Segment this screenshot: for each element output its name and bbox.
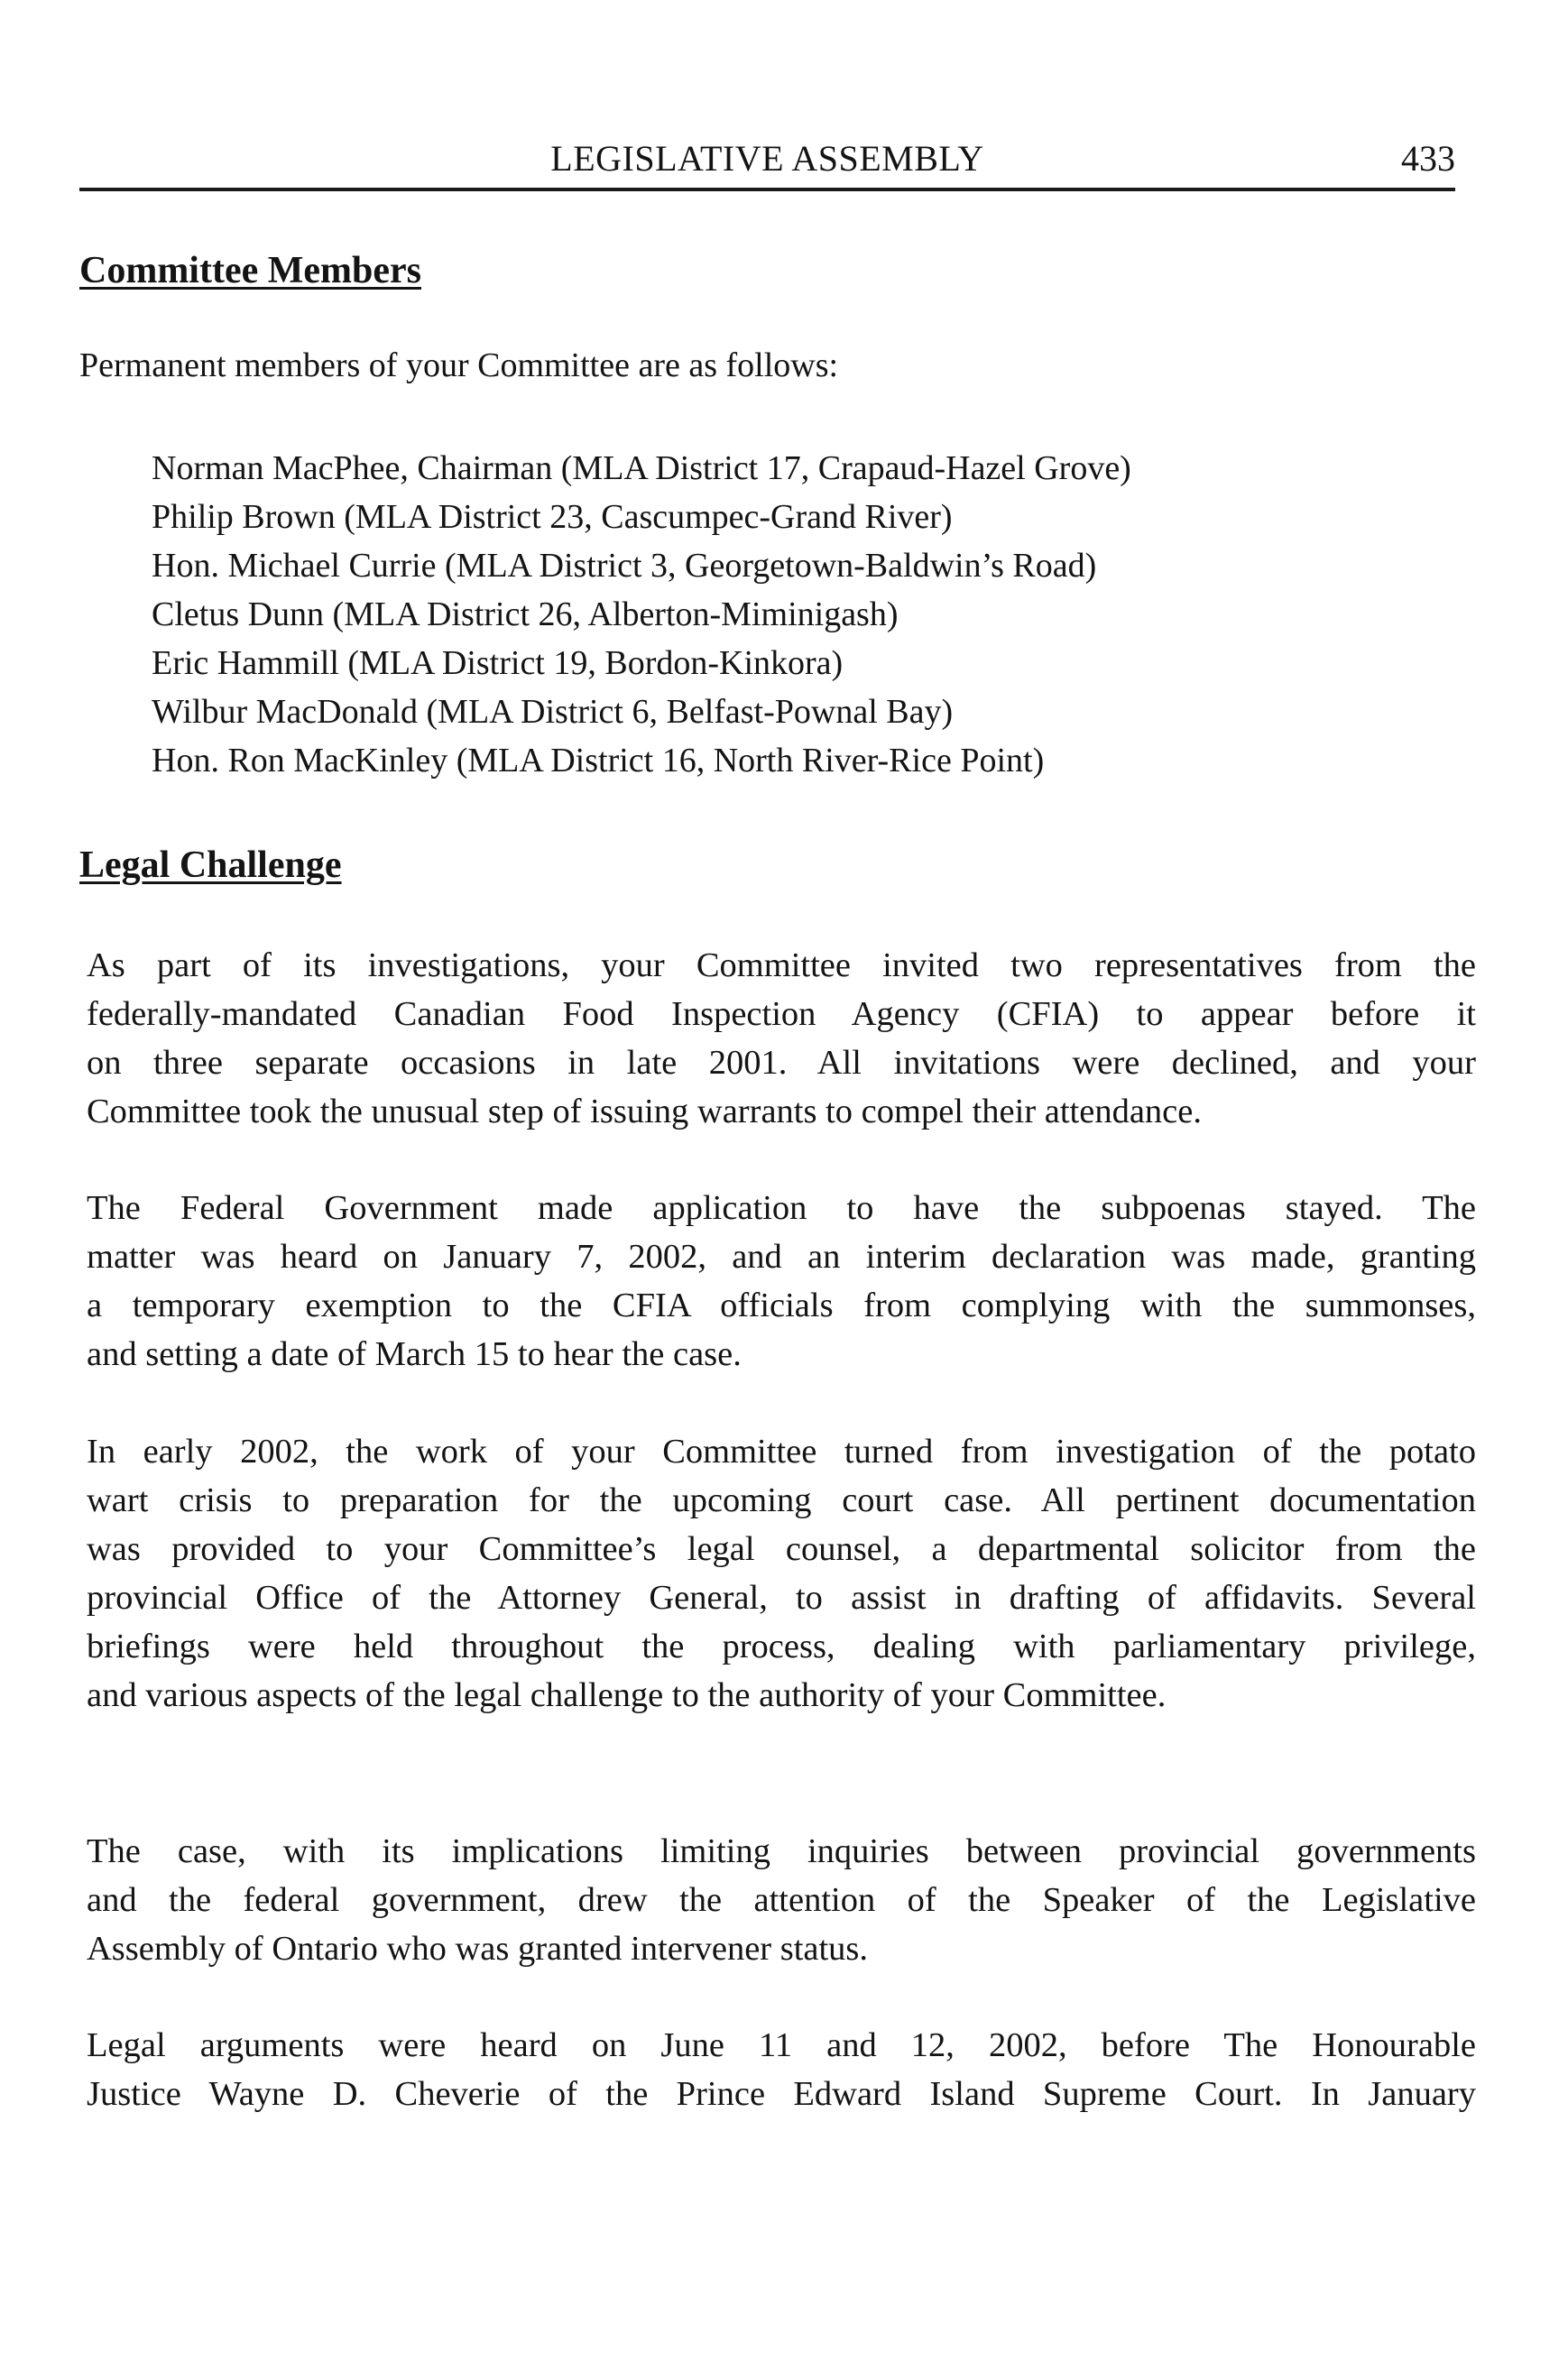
running-title: LEGISLATIVE ASSEMBLY (550, 138, 984, 179)
text-line: on three separate occasions in late 2001. All invitations were declined, and your (87, 1044, 1476, 1082)
members-list (152, 444, 1131, 785)
text-line: Committee took the unusual step of issuing warrants to compel their attendance. (87, 1093, 1202, 1130)
text-line: Justice Wayne D. Cheverie of the Prince Edward Island Supreme Court. In January (87, 2075, 1476, 2113)
text-line: The Federal Government made application to have the subpoenas stayed. The (87, 1189, 1476, 1227)
text-line: In early 2002, the work of your Committee turned from investigation of the potato (87, 1433, 1476, 1471)
text-line: Assembly of Ontario who was granted intervener status. (87, 1930, 869, 1968)
member-item: Wilbur MacDonald (MLA District 6, Belfast-Pownal Bay) (152, 693, 954, 731)
members-intro: Permanent members of your Committee are as follows: (79, 346, 839, 384)
section-heading-committee-members: Committee Members (79, 250, 421, 291)
text-line: The case, with its implications limiting inquiries between provincial governments (87, 1832, 1476, 1870)
member-item: Norman MacPhee, Chairman (MLA District 17, Crapaud-Hazel Grove) (152, 449, 1131, 487)
text-line: matter was heard on January 7, 2002, and an interim declaration was made, granting (87, 1238, 1476, 1276)
running-header (79, 135, 1455, 191)
paragraph-cfia-invitations (87, 941, 1476, 1136)
member-item: Philip Brown (MLA District 23, Cascumpec-Grand River) (152, 498, 953, 536)
paragraph-subpoenas-stayed (87, 1184, 1476, 1379)
text-line: federally-mandated Canadian Food Inspection Agency (CFIA) to appear before it (87, 995, 1476, 1033)
paragraph-early-2002 (87, 1427, 1476, 1720)
member-item: Hon. Michael Currie (MLA District 3, Georgetown-Baldwin’s Road) (152, 547, 1097, 585)
text-line: provincial Office of the Attorney General, to assist in drafting of affidavits. Several (87, 1579, 1476, 1617)
page-number: 433 (1401, 138, 1455, 179)
member-item: Hon. Ron MacKinley (MLA District 16, North River-Rice Point) (152, 742, 1045, 779)
paragraph-legal-arguments (87, 2021, 1476, 2118)
member-item: Eric Hammill (MLA District 19, Bordon-Kinkora) (152, 644, 844, 682)
member-item: Cletus Dunn (MLA District 26, Alberton-Miminigash) (152, 595, 899, 633)
text-line: was provided to your Committee’s legal counsel, a departmental solicitor from the (87, 1530, 1476, 1568)
paragraph-ontario-speaker (87, 1827, 1476, 1973)
text-line: Legal arguments were heard on June 11 and 12, 2002, before The Honourable (87, 2026, 1476, 2064)
text-line: wart crisis to preparation for the upcoming court case. All pertinent documentation (87, 1481, 1476, 1519)
section-heading-legal-challenge: Legal Challenge (79, 844, 342, 886)
text-line: a temporary exemption to the CFIA officials from complying with the summonses, (87, 1287, 1476, 1324)
text-line: briefings were held throughout the process, dealing with parliamentary privilege, (87, 1628, 1476, 1665)
text-line: As part of its investigations, your Committee invited two representatives from the (87, 946, 1476, 984)
text-line: and the federal government, drew the attention of the Speaker of the Legislative (87, 1881, 1476, 1919)
text-line: and various aspects of the legal challenge to the authority of your Committee. (87, 1676, 1167, 1714)
text-line: and setting a date of March 15 to hear the case. (87, 1335, 742, 1373)
